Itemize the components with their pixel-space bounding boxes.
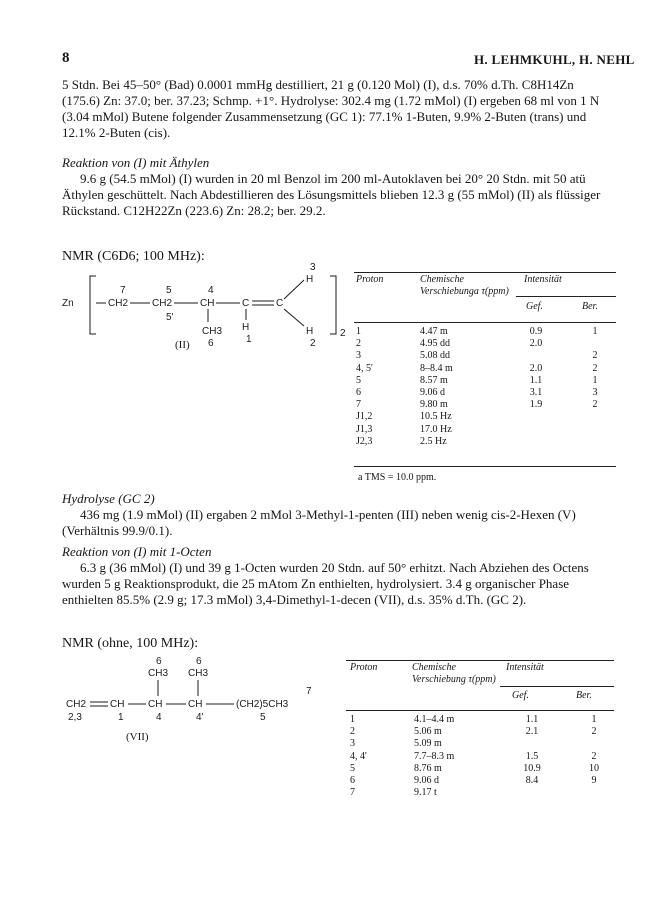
proton-number-5prime: 5' <box>166 312 174 323</box>
table-row <box>346 714 626 726</box>
cell-gef: 8.4 <box>525 775 539 787</box>
cell-proton: 4, 4' <box>350 750 367 762</box>
cell-gef <box>510 436 562 448</box>
cell-shift: 4.47 m <box>420 326 448 337</box>
shift-table <box>352 326 628 448</box>
table-row <box>352 338 628 350</box>
proton-number-6b: 6 <box>196 656 202 667</box>
cell-proton: 5 <box>350 762 355 774</box>
cell-ber: 1 <box>592 326 598 337</box>
table-row <box>346 738 626 750</box>
col-gef: Gef. <box>512 690 529 701</box>
atom-h3: H <box>306 274 314 285</box>
cell-ber: 3 <box>592 387 598 399</box>
col-shift: Chemische Verschiebung τ(ppm) <box>412 662 496 685</box>
table-header-rule <box>346 710 614 711</box>
section-title: Reaktion von (I) mit Äthylen <box>62 155 210 170</box>
table-row <box>352 411 628 423</box>
proton-number-6a: 6 <box>156 656 162 667</box>
nmr-heading: NMR (ohne, 100 MHz): <box>62 636 199 651</box>
table-top-rule <box>346 660 614 661</box>
cell-gef: 1.1 <box>525 714 539 725</box>
table-row <box>352 350 628 362</box>
cell-shift: 9.06 d <box>420 387 445 399</box>
col-ber: Ber. <box>576 690 592 701</box>
proton-number-5: 5 <box>166 285 172 296</box>
proton-number-4: 4 <box>208 285 214 296</box>
structure-label-vii: (VII) <box>126 731 149 743</box>
running-header-authors: H. LEHMKUHL, H. NEHL <box>474 52 635 67</box>
atom-c2: C <box>276 298 284 309</box>
cell-shift: 8.57 m <box>420 374 448 386</box>
cell-shift: 8–8.4 m <box>420 362 453 374</box>
cell-shift: 5.06 m <box>414 726 442 738</box>
col-proton: Proton <box>356 274 384 285</box>
cell-shift: 7.7–8.3 m <box>414 750 455 762</box>
cell-ber <box>562 436 628 448</box>
group-ch3-6b: CH3 <box>188 668 209 679</box>
bond <box>284 280 304 299</box>
paragraph-text: 5 Stdn. Bei 45–50° (Bad) 0.0001 mmHg destilliert, 21 g (0.120 Mol) (I), d.s. 70% d.Th. C8H14Zn (175.6) Zn: 37.0; ber. 37.23; Schmp. +1°. Hydrolyse: 302.4 mg (1.72 mMol) (I) ergeben 68 ml von 1 N (3.04 mMol) Butene folgender Zusammensetzung (GC 1): 77.1% 1-Buten, 9.9% 2-Buten (trans) und 12.1% 2-Buten (cis). <box>62 77 600 140</box>
table-bottom-rule <box>354 466 616 467</box>
section-title: Hydrolyse (GC 2) <box>62 491 155 506</box>
cell-ber <box>562 338 628 350</box>
col-ber: Ber. <box>582 301 598 312</box>
cell-gef: 1.9 <box>529 399 543 411</box>
group-hexyl: (CH2)5CH3 <box>236 699 289 710</box>
proton-number-2: 2 <box>310 338 316 349</box>
proton-number-7: 7 <box>306 686 312 697</box>
cell-ber: 2 <box>592 399 598 411</box>
cell-shift: 9.17 t <box>414 787 437 799</box>
cell-proton: 4, 5' <box>356 362 373 374</box>
table-row <box>346 726 626 738</box>
section-ethylene <box>62 155 614 219</box>
cell-proton: 1 <box>356 326 361 337</box>
cell-proton: 3 <box>350 738 355 750</box>
proton-number-1: 1 <box>246 334 252 345</box>
proton-number-3: 3 <box>310 262 316 273</box>
atom-c1: C <box>242 298 250 309</box>
cell-ber: 1 <box>591 714 597 725</box>
col-proton: Proton <box>350 662 378 673</box>
section-text: 436 mg (1.9 mMol) (II) ergaben 2 mMol 3-Methyl-1-penten (III) neben wenig cis-2-Hexen (V) (Verhältnis 99.9/0.1). <box>62 507 576 538</box>
cell-shift: 17.0 Hz <box>420 423 452 435</box>
cell-gef: 2.0 <box>529 338 543 350</box>
col-gef: Gef. <box>526 301 543 312</box>
cell-gef: 10.9 <box>523 762 541 774</box>
group-ch3: CH3 <box>202 326 223 337</box>
atom-h1: H <box>242 322 250 333</box>
table-subheader-rule <box>516 296 616 297</box>
section-title: Reaktion von (I) mit 1-Octen <box>62 544 212 559</box>
proton-number-7: 7 <box>120 285 126 296</box>
proton-number-5: 5 <box>260 712 266 723</box>
cell-ber <box>562 411 628 423</box>
bracket-subscript: 2 <box>340 328 346 339</box>
cell-shift: 5.08 dd <box>420 350 450 362</box>
cell-gef: 2.1 <box>525 726 539 738</box>
nmr-heading: NMR (C6D6; 100 MHz): <box>62 249 205 264</box>
table-subheader-rule <box>500 686 614 687</box>
atom-h2: H <box>306 326 314 337</box>
cell-gef <box>510 350 562 362</box>
table-row <box>346 787 626 799</box>
table-row <box>346 775 626 787</box>
table-header-rule <box>354 322 616 323</box>
table-top-rule <box>354 272 616 273</box>
group-ch-1: CH <box>110 699 125 710</box>
right-bracket <box>330 276 336 334</box>
table-row <box>352 399 628 411</box>
cell-shift: 5.09 m <box>414 738 442 750</box>
cell-gef: 1.5 <box>525 750 539 762</box>
table-row <box>346 751 626 763</box>
cell-proton: 5 <box>356 374 361 386</box>
cell-proton: 6 <box>350 775 355 787</box>
group-ch2-5: CH2 <box>152 298 173 309</box>
proton-number-6: 6 <box>208 338 214 349</box>
table-row <box>352 436 628 448</box>
cell-proton: 2 <box>350 726 355 738</box>
paragraph-distillation <box>62 77 614 141</box>
table-row <box>352 363 628 375</box>
cell-ber: 10 <box>589 762 599 774</box>
cell-proton: J1,3 <box>356 423 373 435</box>
page-number: 8 <box>62 50 70 66</box>
group-ch2-7: CH2 <box>108 298 129 309</box>
cell-shift: 4.1–4.4 m <box>414 714 455 725</box>
table-row <box>352 326 628 338</box>
cell-ber: 2 <box>592 350 598 362</box>
table-row <box>352 387 628 399</box>
group-ch3-6a: CH3 <box>148 668 169 679</box>
structure-label-ii: (II) <box>175 339 190 351</box>
proton-number-4prime: 4' <box>196 712 204 723</box>
cell-ber <box>562 787 626 799</box>
col-intensity: Intensität <box>506 662 544 673</box>
table-row <box>352 375 628 387</box>
cell-gef <box>502 787 562 799</box>
cell-shift: 8.76 m <box>414 762 442 774</box>
cell-shift: 10.5 Hz <box>420 411 452 423</box>
cell-shift: 4.95 dd <box>420 338 450 350</box>
cell-gef <box>510 411 562 423</box>
cell-ber <box>562 738 626 750</box>
nmr-table-vii <box>346 714 626 799</box>
shift-table <box>346 714 626 799</box>
cell-shift: 9.80 m <box>420 399 448 411</box>
cell-gef: 3.1 <box>529 387 543 399</box>
section-octene <box>62 544 614 608</box>
proton-number-4: 4 <box>156 712 162 723</box>
cell-gef <box>510 424 562 436</box>
cell-proton: J1,2 <box>356 411 373 423</box>
cell-gef: 2.0 <box>529 362 543 374</box>
proton-number-2-3: 2,3 <box>68 712 82 723</box>
cell-ber: 2 <box>591 750 597 762</box>
group-ch: CH <box>200 298 215 309</box>
cell-proton: 7 <box>356 399 361 411</box>
structure-vii-diagram <box>62 656 334 746</box>
cell-ber: 2 <box>592 362 598 374</box>
zn-atom: Zn <box>62 298 74 309</box>
section-text: 6.3 g (36 mMol) (I) und 39 g 1-Octen wurden 20 Stdn. auf 50° erhitzt. Nach Abziehen des Octens wurden 5 g Reaktionsprodukt, die 25 mAtom Zn enthielten, hydrolysiert. 3.4 g organischer Phase enthielten 85.5% (2.9 g; 17.3 mMol) 3,4-Dimethyl-1-decen (VII), d.s. 35% d.Th. (GC 2). <box>62 560 589 607</box>
group-ch-4prime: CH <box>188 699 203 710</box>
nmr-table-ii <box>352 326 628 448</box>
bond <box>284 309 304 326</box>
structure-ii-diagram <box>62 262 360 362</box>
cell-proton: 3 <box>356 350 361 362</box>
cell-shift: 2.5 Hz <box>420 435 447 447</box>
cell-proton: J2,3 <box>356 435 373 447</box>
cell-proton: 6 <box>356 387 361 399</box>
cell-proton: 1 <box>350 714 355 725</box>
cell-ber: 2 <box>591 726 597 738</box>
section-hydrolyse <box>62 491 614 539</box>
col-shift: Chemische Verschiebunga τ(ppm) <box>420 274 509 297</box>
cell-ber <box>562 424 628 436</box>
cell-gef <box>502 738 562 750</box>
cell-proton: 2 <box>356 338 361 350</box>
cell-ber: 9 <box>591 775 597 787</box>
proton-number-1: 1 <box>118 712 124 723</box>
table-footnote: a TMS = 10.0 ppm. <box>358 472 437 483</box>
cell-shift: 9.06 d <box>414 775 439 787</box>
left-bracket <box>90 276 96 334</box>
table-row <box>346 763 626 775</box>
cell-gef: 1.1 <box>529 374 543 386</box>
table-row <box>352 424 628 436</box>
group-ch-4: CH <box>148 699 163 710</box>
cell-ber: 1 <box>592 374 598 386</box>
cell-gef: 0.9 <box>529 326 543 337</box>
cell-proton: 7 <box>350 787 355 799</box>
group-ch2: CH2 <box>66 699 87 710</box>
section-text: 9.6 g (54.5 mMol) (I) wurden in 20 ml Benzol im 200 ml-Autoklaven bei 20° 20 Stdn. mit 50 atü Äthylen geschüttelt. Nach Abdestillieren des Lösungsmittels blieben 12.3 g (55 mMol) (II) als flüssiger Rückstand. C12H22Zn (223.6) Zn: 28.2; ber. 29.2. <box>62 171 601 218</box>
col-intensity: Intensität <box>524 274 562 285</box>
